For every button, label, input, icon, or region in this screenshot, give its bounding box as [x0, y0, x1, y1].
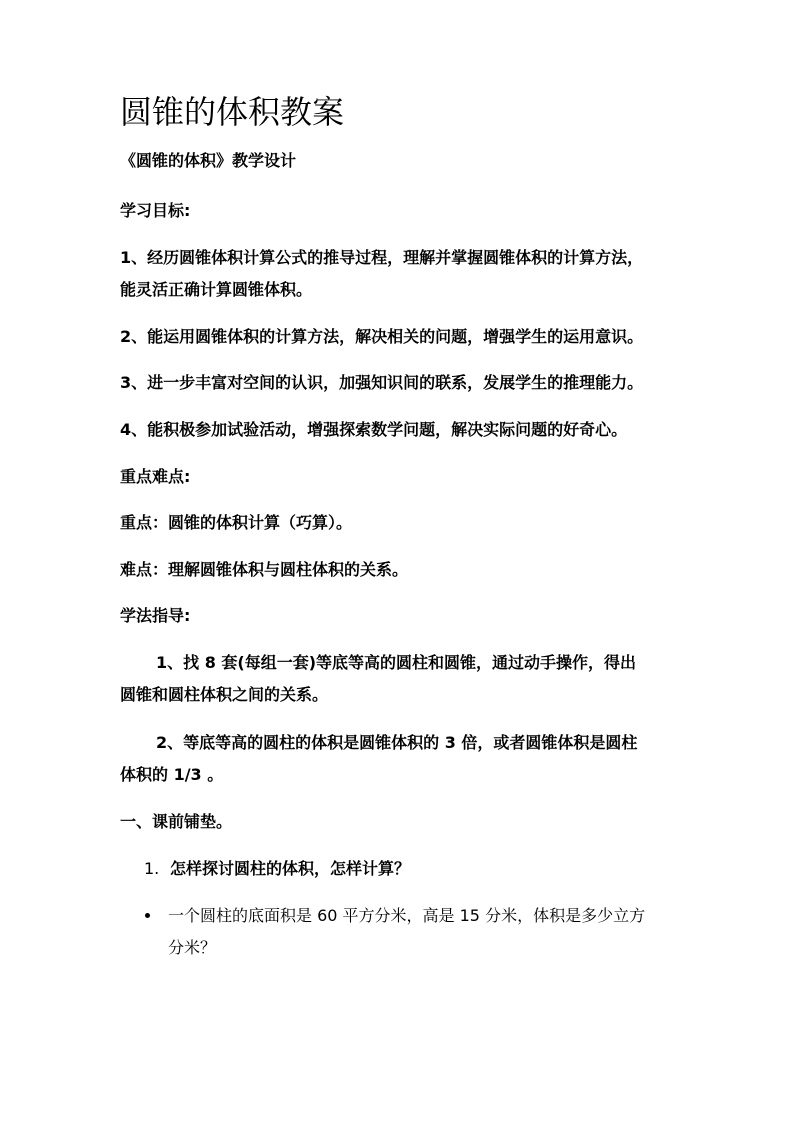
bullet-question-line-1: 一个圆柱的底面积是 60 平方分米，高是 15 分米，体积是多少立方 [168, 906, 646, 925]
key-difficult-heading: 重点难点: [120, 467, 191, 486]
method-1-line-1: 1、找 8 套(每组一套)等底等高的圆柱和圆锥，通过动手操作，得出 [156, 653, 637, 672]
bullet-dot-icon [145, 913, 150, 918]
bullet-question-line-2: 分米？ [168, 938, 217, 957]
numbered-item-1-text: 怎样探讨圆柱的体积，怎样计算？ [170, 859, 411, 878]
learning-method-heading: 学法指导: [120, 606, 191, 625]
method-1-line-2: 圆锥和圆柱体积之间的关系。 [120, 685, 329, 704]
page-title: 圆锥的体积教案 [120, 93, 345, 131]
goal-3: 3、进一步丰富对空间的认识，加强知识间的联系，发展学生的推理能力。 [120, 373, 644, 392]
numbered-item-1-number: 1. [144, 859, 160, 878]
goal-4: 4、能积极参加试验活动，增强探索数学问题，解决实际问题的好奇心。 [120, 420, 628, 439]
lesson-subtitle: 《圆锥的体积》教学设计 [120, 151, 297, 170]
goal-1-line-1: 1、经历圆锥体积计算公式的推导过程，理解并掌握圆锥体积的计算方法， [120, 248, 644, 267]
difficult-point: 难点：理解圆锥体积与圆柱体积的关系。 [120, 560, 409, 579]
key-point: 重点：圆锥的体积计算（巧算）。 [120, 513, 353, 532]
goal-1-line-2: 能灵活正确计算圆锥体积。 [120, 280, 313, 299]
section-1-heading: 一、课前铺垫。 [120, 812, 233, 831]
goal-2: 2、能运用圆锥体积的计算方法，解决相关的问题，增强学生的运用意识。 [120, 327, 644, 346]
method-2-line-2: 体积的 1/3 。 [120, 765, 224, 784]
learning-goals-heading: 学习目标: [120, 201, 191, 220]
method-2-line-1: 2、等底等高的圆柱的体积是圆锥体积的 3 倍，或者圆锥体积是圆柱 [156, 733, 638, 752]
